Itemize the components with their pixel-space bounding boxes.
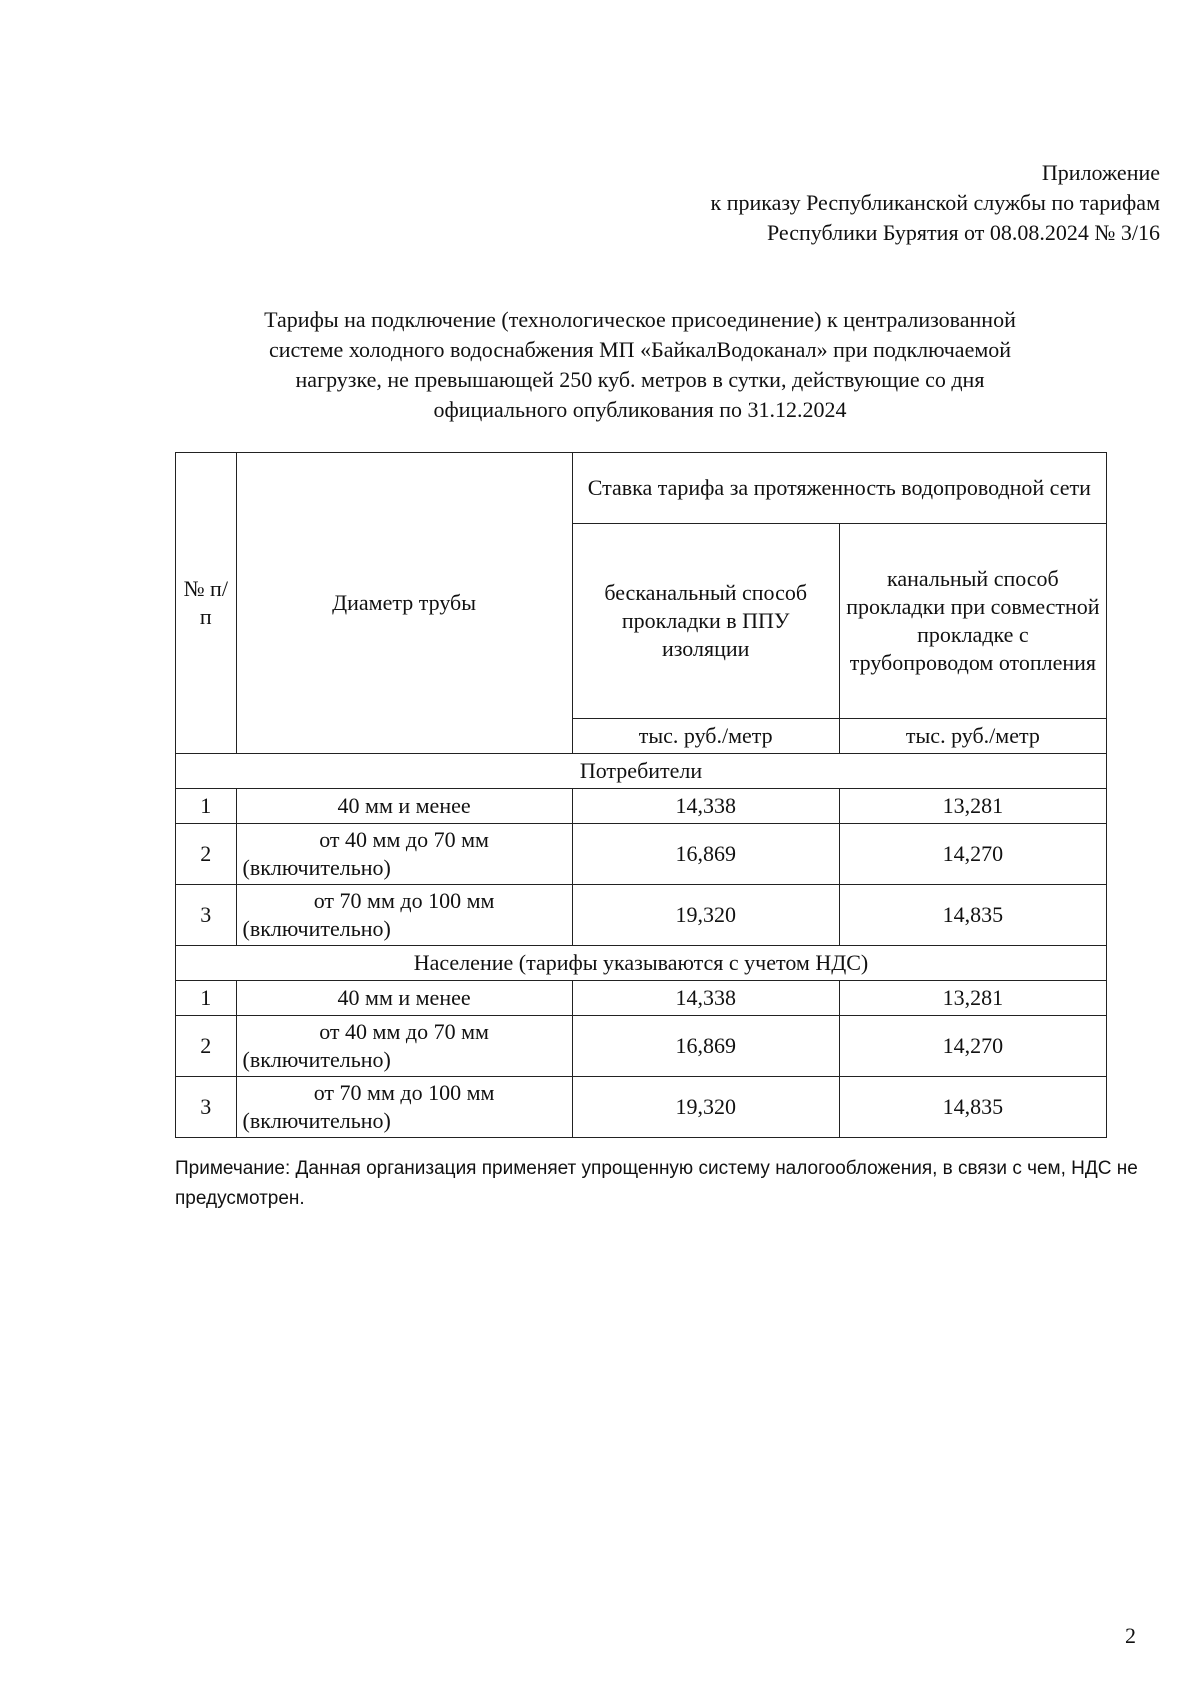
header-method-b: канальный способ прокладки при совместной прокладке с трубопроводом отопления [839, 524, 1106, 719]
table-row [176, 1077, 1107, 1138]
document-title [150, 305, 1130, 425]
table-row [176, 1016, 1107, 1077]
row-value-b: 13,281 [839, 981, 1106, 1016]
table-row [176, 789, 1107, 824]
table-row [176, 824, 1107, 885]
row-value-a: 14,338 [572, 789, 839, 824]
row-value-b: 13,281 [839, 789, 1106, 824]
appendix-line-2: к приказу Республиканской службы по тарифам [710, 190, 1160, 215]
row-value-b: 14,270 [839, 1016, 1106, 1077]
row-value-a: 16,869 [572, 824, 839, 885]
row-value-a: 19,320 [572, 885, 839, 946]
appendix-line-3: Республики Бурятия от 08.08.2024 № 3/16 [766, 220, 1160, 245]
row-num: 3 [176, 885, 237, 946]
row-diameter: от 70 мм до 100 мм (включительно) [236, 1077, 572, 1138]
header-rate: Ставка тарифа за протяженность водопроводной сети [572, 453, 1106, 524]
note-text: Примечание: Данная организация применяет упрощенную систему налогообложения, в связи с чем, НДС не предусмотрен. [175, 1158, 1138, 1209]
title-line-4: официального опубликования по 31.12.2024 [433, 397, 847, 422]
row-diameter: 40 мм и менее [236, 789, 572, 824]
row-num: 2 [176, 824, 237, 885]
header-method-a: бесканальный способ прокладки в ППУ изоляции [572, 524, 839, 719]
table-row [176, 885, 1107, 946]
title-line-1: Тарифы на подключение (технологическое присоединение) к централизованной [264, 307, 1016, 332]
title-line-2: системе холодного водоснабжения МП «БайкалВодоканал» при подключаемой [268, 337, 1012, 362]
header-unit-b: тыс. руб./метр [839, 719, 1106, 754]
row-num: 1 [176, 789, 237, 824]
tariff-table [175, 452, 1107, 1138]
header-unit-a: тыс. руб./метр [572, 719, 839, 754]
row-diameter: от 40 мм до 70 мм (включительно) [236, 1016, 572, 1077]
title-line-3: нагрузке, не превышающей 250 куб. метров в сутки, действующие со дня [295, 367, 985, 392]
header-num: № п/п [176, 453, 237, 754]
row-diameter: 40 мм и менее [236, 981, 572, 1016]
row-num: 2 [176, 1016, 237, 1077]
row-value-b: 14,835 [839, 885, 1106, 946]
row-value-a: 14,338 [572, 981, 839, 1016]
row-value-b: 14,835 [839, 1077, 1106, 1138]
row-value-b: 14,270 [839, 824, 1106, 885]
header-diameter: Диаметр трубы [236, 453, 572, 754]
row-diameter: от 40 мм до 70 мм (включительно) [236, 824, 572, 885]
section-title-consumers: Потребители [176, 754, 1107, 789]
appendix-header [540, 158, 1160, 248]
section-title-population: Население (тарифы указываются с учетом НДС) [176, 946, 1107, 981]
page-number: 2 [1125, 1623, 1136, 1648]
row-num: 3 [176, 1077, 237, 1138]
row-diameter: от 70 мм до 100 мм (включительно) [236, 885, 572, 946]
appendix-line-1: Приложение [1041, 160, 1160, 185]
row-num: 1 [176, 981, 237, 1016]
table-row [176, 981, 1107, 1016]
row-value-a: 16,869 [572, 1016, 839, 1077]
row-value-a: 19,320 [572, 1077, 839, 1138]
